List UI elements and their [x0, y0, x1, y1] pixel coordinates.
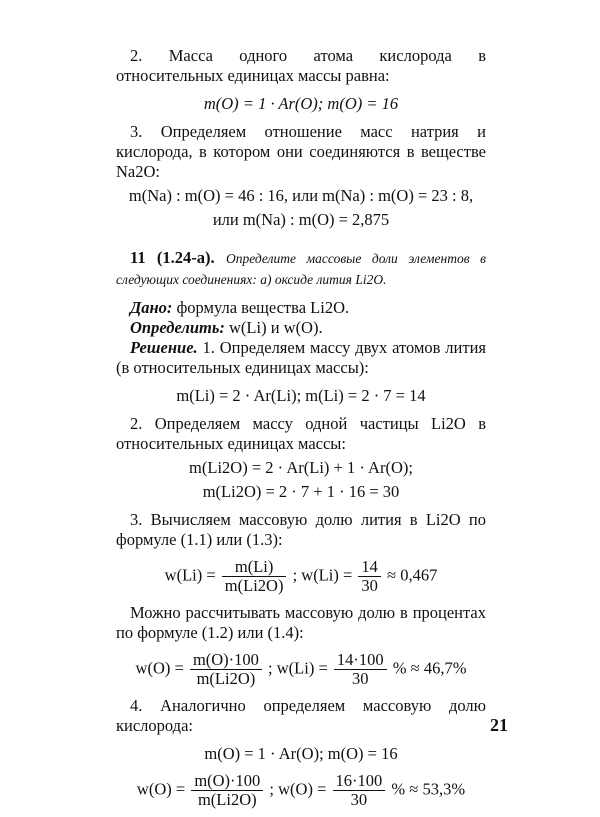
fraction [190, 651, 262, 688]
task-number: 11 (1.24-а). [130, 248, 215, 267]
formula-result: % ≈ 46,7% [392, 658, 467, 678]
formula-mid: ; w(Li) = [292, 565, 353, 585]
formula-lithium-fraction [116, 558, 486, 595]
formula-result: ≈ 0,467 [387, 565, 438, 585]
fraction-denominator: 30 [350, 790, 368, 809]
fraction-denominator: m(Li2O) [224, 576, 284, 595]
fraction [333, 772, 386, 809]
fraction [358, 558, 381, 595]
given-label: Дано: [130, 298, 173, 317]
equation-ratio-line-1: m(Na) : m(O) = 46 : 16, или m(Na) : m(O) = 23 : 8, [128, 186, 474, 205]
fraction-denominator: m(Li2O) [196, 669, 256, 688]
fraction-denominator: 30 [361, 576, 378, 595]
fraction-numerator: m(O)·100 [191, 772, 263, 791]
fraction [222, 558, 287, 595]
find-label: Определить: [130, 318, 225, 337]
find-line [116, 318, 486, 338]
task-text: Определите массовые доли элементов в следующих соединениях: а) оксиде лития Li2O. [116, 251, 487, 287]
formula-lhs: w(O) = [135, 658, 184, 678]
formula-percent [116, 651, 486, 688]
fraction-numerator: 16·100 [333, 772, 386, 791]
paragraph-particle-mass: 2. Определяем массу одной частицы Li2O в относительных единицах массы: [116, 414, 486, 453]
page-number: 21 [490, 715, 508, 735]
page-body [116, 46, 486, 817]
equation-oxygen-mass-2: m(O) = 1 · Ar(O); m(O) = 16 [204, 744, 398, 763]
formula-mid: ; w(O) = [269, 779, 327, 799]
equation-ratio-line-2: или m(Na) : m(O) = 2,875 [212, 210, 390, 229]
equation-oxygen-mass: m(O) = 1 · Ar(O); m(O) = 16 [203, 94, 399, 113]
paragraph-lithium-fraction: 3. Вычисляем массовую долю лития в Li2O по формуле (1.1) или (1.3): [116, 510, 486, 549]
fraction-denominator: 30 [352, 669, 369, 688]
formula-lhs: w(Li) = [164, 565, 216, 585]
given-line [116, 298, 486, 318]
paragraph-percent: Можно рассчитывать массовую долю в процентах по формуле (1.2) или (1.4): [116, 603, 486, 642]
fraction-denominator: m(Li2O) [197, 790, 257, 809]
fraction [334, 651, 387, 688]
fraction-numerator: m(O)·100 [190, 651, 262, 670]
solution-label: Решение. [130, 338, 198, 357]
fraction-numerator: 14 [358, 558, 381, 577]
equation-particle-mass-2: m(Li2O) = 2 · 7 + 1 · 16 = 30 [202, 482, 400, 501]
paragraph-mass-ratio: 3. Определяем отношение масс натрия и кислорода, в котором они соединяются в веществе Na2O: [116, 122, 486, 181]
formula-result: % ≈ 53,3% [391, 779, 466, 799]
formula-mid: ; w(Li) = [268, 658, 328, 678]
solution-text: 1. Определяем массу двух атомов лития (в относительных единицах массы): [116, 338, 487, 377]
given-text: формула вещества Li2O. [176, 298, 350, 317]
fraction [191, 772, 263, 809]
fraction-numerator: m(Li) [222, 558, 287, 577]
paragraph-oxygen-mass: 2. Масса одного атома кислорода в относительных единицах массы равна: [116, 46, 486, 85]
solution-line [116, 338, 486, 378]
paragraph-oxygen-fraction: 4. Аналогично определяем массовую долю кислорода: [116, 696, 486, 735]
fraction-numerator: 14·100 [334, 651, 387, 670]
equation-particle-mass-1: m(Li2O) = 2 · Ar(Li) + 1 · Ar(O); [189, 458, 413, 477]
formula-oxygen-fraction [116, 772, 486, 809]
task-statement [116, 248, 486, 290]
find-text: w(Li) и w(O). [229, 318, 323, 337]
formula-lhs: w(O) = [136, 779, 186, 799]
equation-lithium-mass: m(Li) = 2 · Ar(Li); m(Li) = 2 · 7 = 14 [176, 386, 426, 405]
